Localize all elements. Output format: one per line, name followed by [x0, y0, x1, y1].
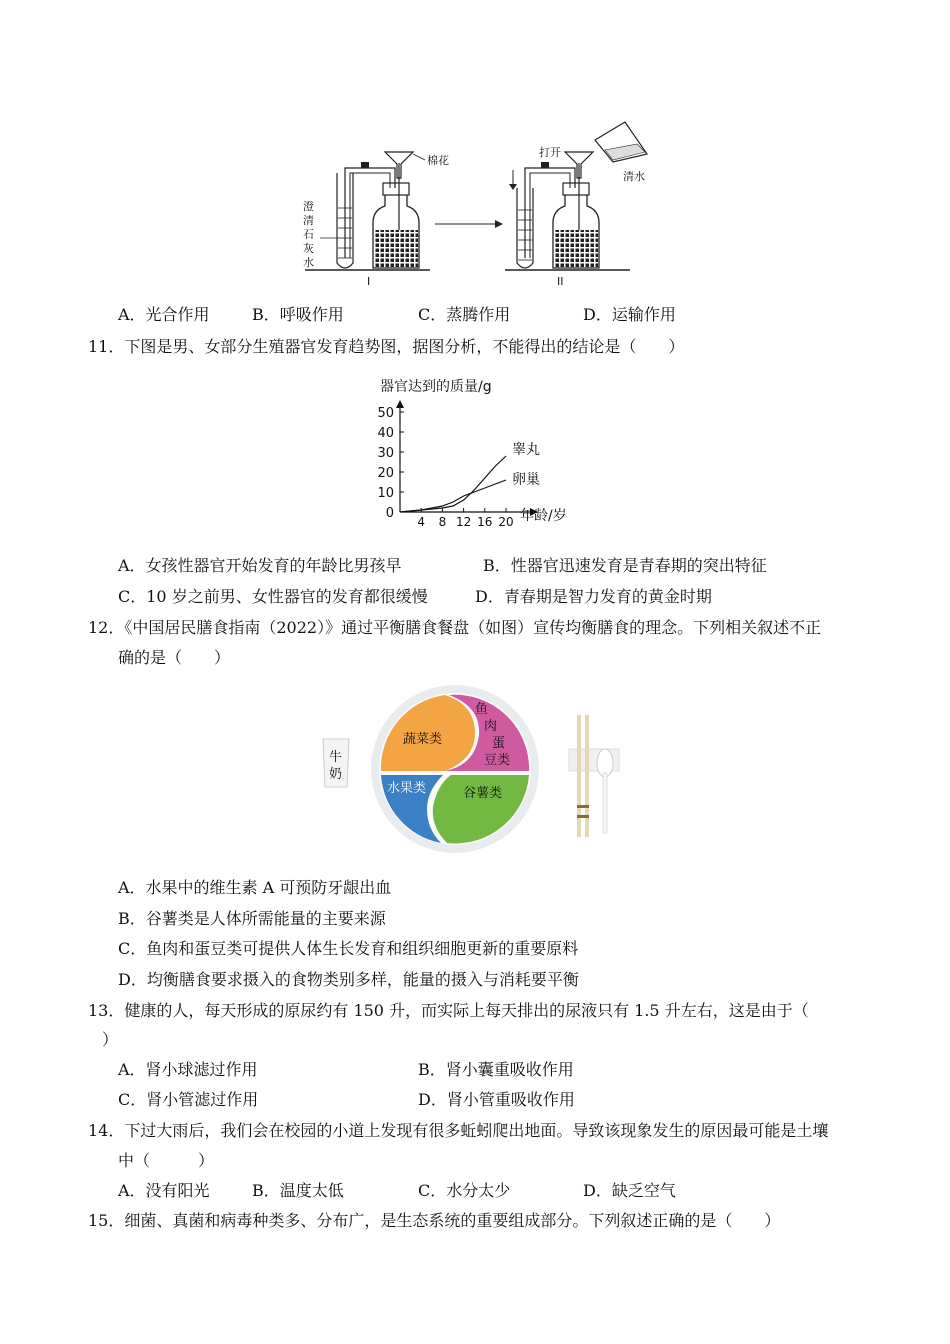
q15-stem: 15．细菌、真菌和病毒种类多、分布广，是生态系统的重要组成部分。下列叙述正确的是（ ） — [88, 1211, 781, 1230]
apparatus-figure — [295, 118, 665, 293]
x-tick-label: 8 — [438, 515, 447, 529]
y-tick-label: 40 — [377, 426, 394, 441]
plate-label-meat-part: 豆类 — [484, 753, 511, 768]
series-line-0 — [400, 456, 506, 512]
y-tick-label: 50 — [377, 406, 394, 421]
q14-option-b[interactable]: B．温度太低 — [252, 1181, 344, 1200]
label-limewater — [303, 200, 314, 269]
q12-stem-line2: 确的是（ ） — [118, 648, 231, 667]
q13-stem-line1: 13．健康的人，每天形成的原尿约有 150 升，而实际上每天排出的尿液只有 1.5 升左右，这是由于（ — [88, 1001, 809, 1020]
chopsticks-spoon — [569, 715, 619, 837]
q11-option-a[interactable]: A．女孩性器官开始发育的年龄比男孩早 — [118, 556, 402, 575]
label-cotton: 棉花 — [427, 154, 449, 167]
q12-option-a[interactable]: A．水果中的维生素 A 可预防牙龈出血 — [118, 878, 392, 897]
y-tick-label: 10 — [377, 486, 394, 501]
y-tick-label: 30 — [377, 446, 394, 461]
label-open: 打开 — [539, 146, 561, 159]
y-axis-arrow — [396, 400, 404, 408]
plate-label-meat-part: 蛋 — [492, 736, 506, 751]
chart-title: 器官达到的质量/g — [380, 379, 492, 395]
label-limewater-char: 清 — [303, 214, 314, 227]
q11-option-b[interactable]: B．性器官迅速发育是青春期的突出特征 — [483, 556, 767, 575]
plate-label-grain: 谷薯类 — [463, 786, 503, 801]
q11-stem: 11．下图是男、女部分生殖器官发育趋势图，据图分析，不能得出的结论是（ ） — [88, 337, 685, 356]
organ-development-chart — [370, 372, 590, 532]
q13-option-d[interactable]: D．肾小管重吸收作用 — [418, 1090, 575, 1109]
x-axis-label: 年龄/岁 — [520, 508, 567, 524]
label-limewater-char: 澄 — [303, 200, 314, 213]
label-water: 清水 — [623, 170, 645, 183]
y-tick-label: 0 — [385, 506, 394, 521]
label-limewater-char: 灰 — [303, 242, 314, 255]
plate-label-vegetables: 蔬菜类 — [403, 732, 443, 747]
q13-option-a[interactable]: A．肾小球滤过作用 — [118, 1060, 258, 1079]
q12-option-d[interactable]: D．均衡膳食要求摄入的食物类别多样，能量的摄入与消耗要平衡 — [118, 970, 579, 989]
q13-option-c[interactable]: C．肾小管滤过作用 — [118, 1090, 259, 1109]
x-tick-label: 12 — [455, 515, 472, 529]
q14-stem-line1: 14．下过大雨后，我们会在校园的小道上发现有很多蚯蚓爬出地面。导致该现象发生的原因最可能是土壤 — [88, 1121, 829, 1140]
bottle-1 — [373, 163, 419, 268]
series-label: 睾丸 — [512, 442, 540, 458]
q12-stem-line1: 12．《中国居民膳食指南（2022）》通过平衡膳食餐盘（如图）宣传均衡膳食的理念。下列相关叙述不正 — [88, 618, 822, 637]
x-tick-label: 4 — [417, 515, 426, 529]
x-tick-label: 16 — [477, 515, 493, 529]
series-label: 卵巢 — [512, 472, 540, 488]
balanced-diet-plate — [315, 675, 635, 865]
label-limewater-char: 石 — [303, 228, 314, 241]
bottle-2 — [553, 163, 599, 268]
series-line-1 — [400, 480, 506, 512]
q10-option-d[interactable]: D．运输作用 — [583, 305, 676, 324]
q14-option-c[interactable]: C．水分太少 — [418, 1181, 511, 1200]
plate-label-fruit: 水果类 — [387, 781, 427, 796]
plate-label-milk: 牛 — [329, 750, 343, 765]
plate-label-meat-part: 鱼 — [475, 702, 489, 717]
label-setup-1: I — [367, 275, 371, 288]
q10-option-a[interactable]: A．光合作用 — [118, 305, 210, 324]
label-setup-2: II — [557, 275, 564, 288]
q11-option-d[interactable]: D．青春期是智力发育的黄金时期 — [475, 587, 712, 606]
beaker-pouring — [595, 122, 647, 162]
plate-label-milk: 奶 — [329, 767, 343, 782]
q12-option-b[interactable]: B．谷薯类是人体所需能量的主要来源 — [118, 909, 386, 928]
q10-option-c[interactable]: C．蒸腾作用 — [418, 305, 511, 324]
q12-option-c[interactable]: C．鱼肉和蛋豆类可提供人体生长发育和组织细胞更新的重要原料 — [118, 939, 579, 958]
x-tick-label: 20 — [498, 515, 514, 529]
q13-option-b[interactable]: B．肾小囊重吸收作用 — [418, 1060, 574, 1079]
plate-label-meat-part: 肉 — [484, 719, 498, 734]
q14-stem-line2: 中（ ） — [118, 1151, 215, 1170]
q14-option-a[interactable]: A．没有阳光 — [118, 1181, 210, 1200]
q13-stem-line2: ） — [102, 1030, 119, 1049]
y-tick-label: 20 — [377, 466, 394, 481]
label-limewater-char: 水 — [303, 256, 314, 269]
q10-option-b[interactable]: B．呼吸作用 — [252, 305, 344, 324]
q14-option-d[interactable]: D．缺乏空气 — [583, 1181, 676, 1200]
milk-glass — [323, 739, 349, 787]
q11-option-c[interactable]: C．10 岁之前男、女性器官的发育都很缓慢 — [118, 587, 428, 606]
